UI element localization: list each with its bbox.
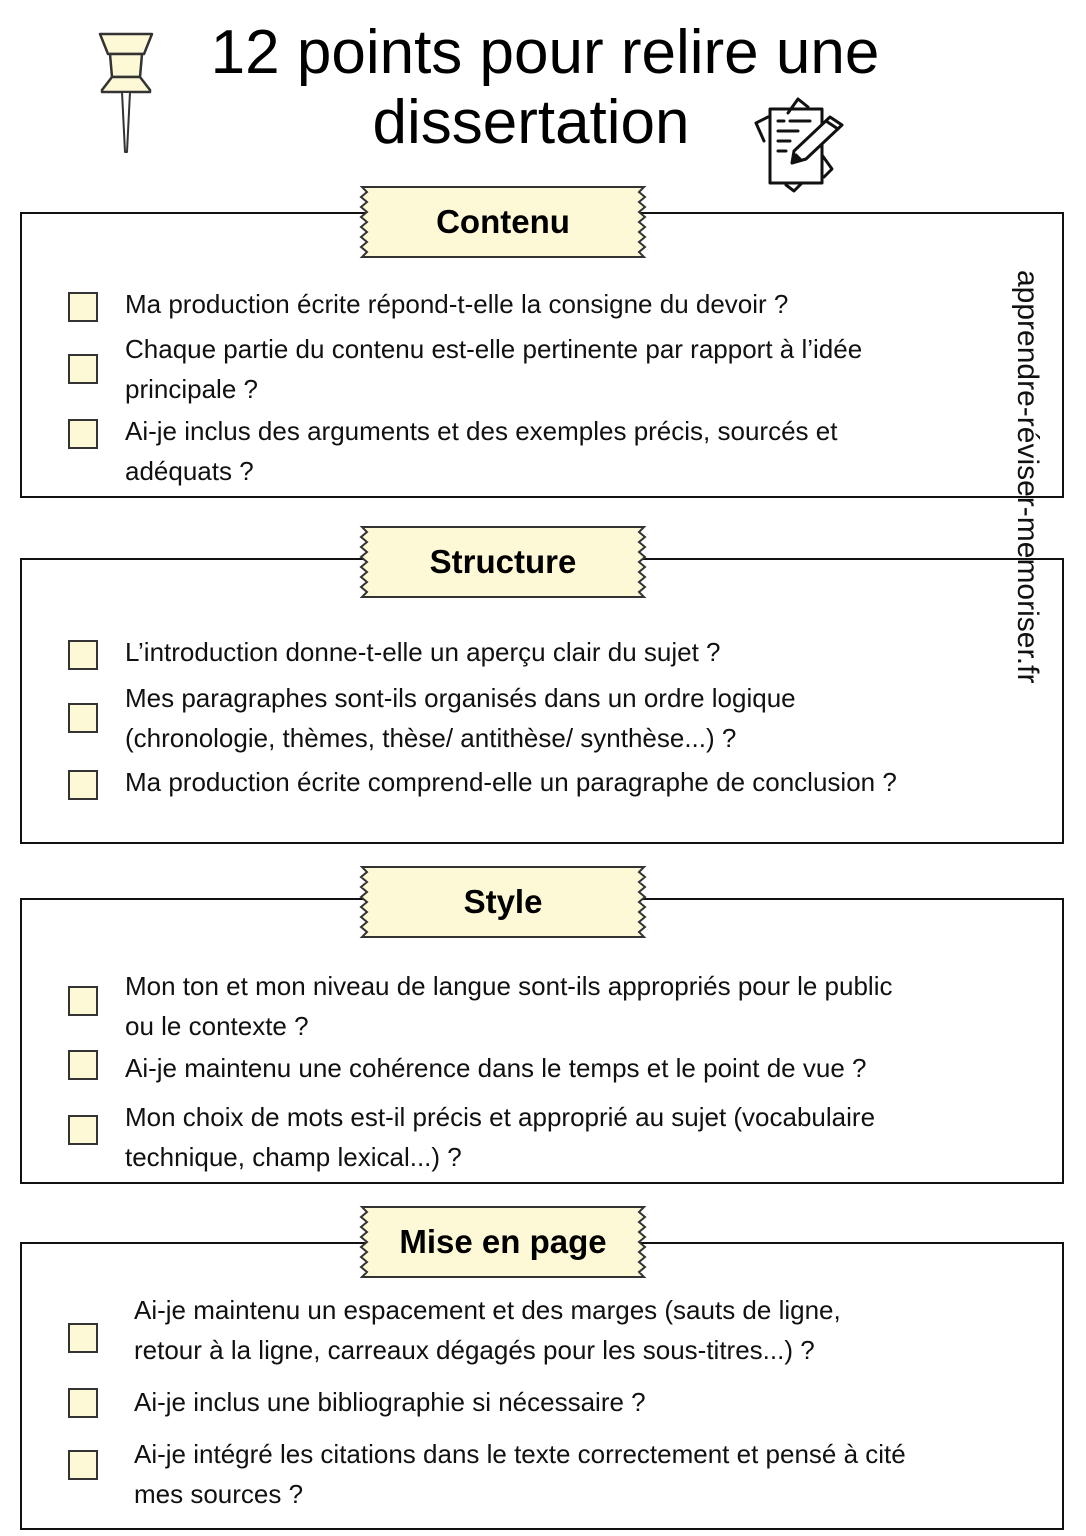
checkbox[interactable]	[68, 770, 98, 800]
section-title: Contenu	[436, 203, 570, 240]
checkbox[interactable]	[68, 1050, 98, 1080]
item-text: Mon ton et mon niveau de langue sont-ils appropriés pour le public ou le contexte ?	[125, 971, 893, 1041]
checkbox[interactable]	[68, 292, 98, 322]
section-style	[20, 898, 1064, 1184]
item-text: Ai-je inclus une bibliographie si nécessaire ?	[134, 1387, 646, 1417]
pushpin-icon	[96, 30, 156, 158]
section-header-mise-en-page	[358, 1206, 648, 1278]
item-text: L’introduction donne-t-elle un aperçu clair du sujet ?	[125, 637, 721, 667]
section-header-structure	[358, 526, 648, 598]
website-watermark: apprendre-réviser-memoriser.fr	[1011, 270, 1044, 684]
section-header-contenu	[358, 186, 648, 258]
document-pencil-icon	[752, 95, 848, 195]
item-text: Ai-je intégré les citations dans le texte correctement et pensé à cité mes sources ?	[134, 1439, 906, 1509]
title-line-2: dissertation	[372, 88, 690, 157]
checkbox[interactable]	[68, 419, 98, 449]
checkbox[interactable]	[68, 1323, 98, 1353]
item-text: Mon choix de mots est-il précis et approprié au sujet (vocabulaire technique, champ lexical...) ?	[125, 1102, 876, 1172]
item-text: Chaque partie du contenu est-elle pertinente par rapport à l’idée principale ?	[125, 334, 863, 404]
checkbox[interactable]	[68, 640, 98, 670]
section-title: Mise en page	[399, 1223, 607, 1260]
item-text: Ma production écrite répond-t-elle la consigne du devoir ?	[125, 289, 789, 319]
checkbox[interactable]	[68, 986, 98, 1016]
checkbox[interactable]	[68, 1115, 98, 1145]
item-text: Ma production écrite comprend-elle un paragraphe de conclusion ?	[125, 767, 897, 797]
section-header-style	[358, 866, 648, 938]
item-text: Ai-je maintenu un espacement et des marges (sauts de ligne, retour à la ligne, carreaux dégagés pour les sous-titres...) ?	[134, 1295, 841, 1365]
checkbox[interactable]	[68, 703, 98, 733]
section-title: Style	[463, 883, 543, 920]
item-text: Mes paragraphes sont-ils organisés dans un ordre logique (chronologie, thèmes, thèse/ antithèse/ synthèse...) ?	[125, 683, 796, 753]
section-structure	[20, 558, 1064, 844]
section-mise-en-page	[20, 1242, 1064, 1530]
title-line-1: 12 points pour relire une	[210, 18, 880, 87]
item-text: Ai-je maintenu une cohérence dans le temps et le point de vue ?	[125, 1053, 867, 1083]
item-text: Ai-je inclus des arguments et des exemples précis, sourcés et adéquats ?	[125, 416, 838, 486]
section-title: Structure	[429, 543, 577, 580]
checkbox[interactable]	[68, 1388, 98, 1418]
checkbox[interactable]	[68, 354, 98, 384]
checkbox[interactable]	[68, 1450, 98, 1480]
